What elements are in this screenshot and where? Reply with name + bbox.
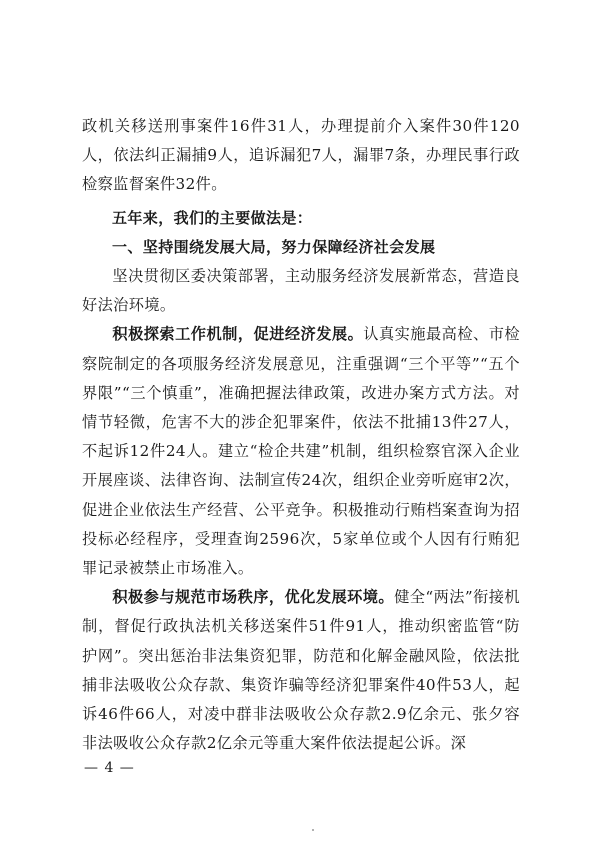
paragraph-lead: 积极探索工作机制，促进经济发展。	[112, 325, 364, 344]
paragraph-economic-mechanism	[82, 320, 520, 583]
paragraph-heading-intro: 五年来，我们的主要做法是：	[112, 208, 313, 227]
paragraph-body: 认真实施最高检、市检察院制定的各项服务经济发展意见，注重强调“三个平等”“五个界限”“三个慎重”，准确把握法律政策，改进办案方式方法。对情节轻微，危害不大的涉企犯罪案件，依法不批捕13件27人，不起诉12件24人。建立“检企共建”机制，组织检察官深入企业开展座谈、法律咨询、法制宣传24次，组织企业旁听庭审2次，促进企业依法生产经营、公平竞争。积极推动行贿档案查询为招投标必经程序，受理查询2596次，5家单位或个人因有行贿犯罪记录被禁止市场准入。	[82, 325, 520, 578]
paragraph-lead: 积极参与规范市场秩序，优化发展环境。	[112, 588, 395, 607]
section-heading-1: 一、坚持围绕发展大局，努力保障经济社会发展	[112, 237, 436, 256]
scan-speck	[312, 829, 314, 831]
page-number: — 4 —	[84, 760, 135, 776]
paragraph-1: 政机关移送刑事案件16件31人，办理提前介入案件30件120人，依法纠正漏捕9人，追诉漏犯7人，漏罪7条，办理民事行政检察监督案件32件。	[82, 117, 520, 194]
paragraph-body: 健全“两法”衔接机制，督促行政执法机关移送案件51件91人，推动织密监管“防护网”。突出惩治非法集资犯罪，防范和化解金融风险，依法批捕非法吸收公众存款、集资诈骗等经济犯罪案件40件53人，起诉46件66人，对凌中群非法吸收公众存款2.9亿余元、张夕容非法吸收公众存款2亿余元等重大案件依法提起公诉。深	[82, 588, 520, 753]
paragraph-market-order	[82, 583, 520, 758]
body-text	[82, 112, 520, 758]
paragraph-section-intro: 坚决贯彻区委决策部署，主动服务经济发展新常态，营造良好法治环境。	[82, 267, 520, 315]
